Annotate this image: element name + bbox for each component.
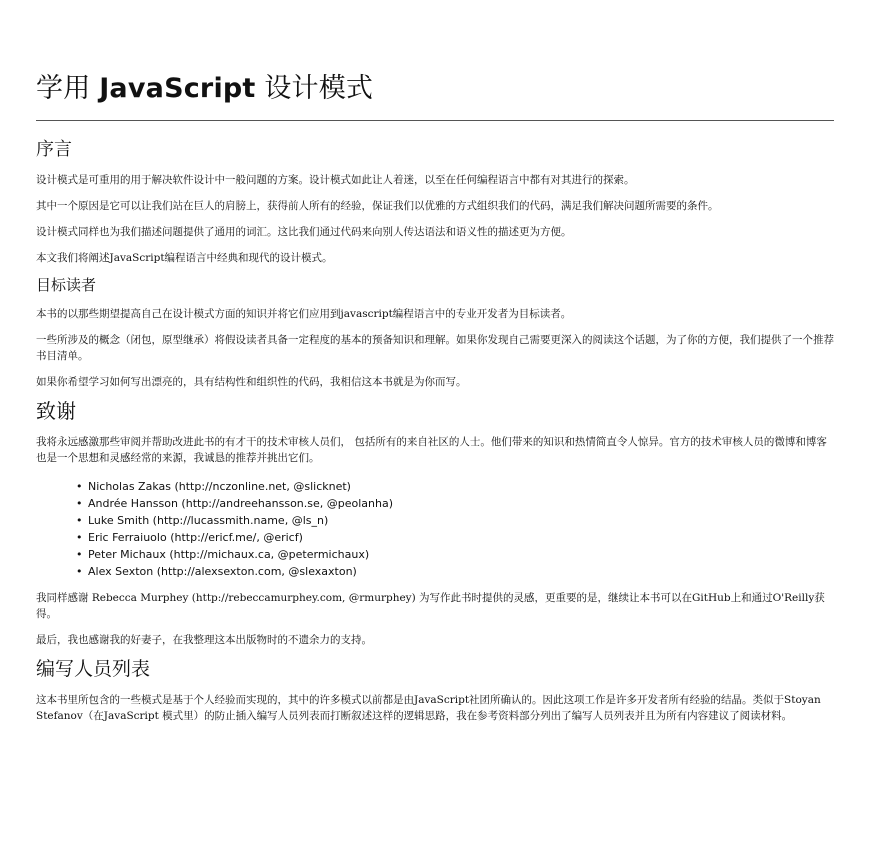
bullet-icon: • — [76, 565, 83, 578]
writers-list-section — [36, 656, 834, 724]
page-title — [36, 72, 834, 106]
acknowledgements-paragraph: 最后，我也感谢我的好妻子，在我整理这本出版物时的不遗余力的支持。 — [36, 634, 372, 646]
bullet-icon: • — [76, 480, 83, 493]
acknowledgements-paragraph: 我同样感谢 Rebecca Murphey (http://rebeccamurphey.com, @rmurphey) 为写作此书时提供的灵感，更重要的是，继续让本书可以在GitHub上和通过O'Reilly获得。 — [36, 592, 825, 620]
preface-paragraph: 设计模式同样也为我们描述问题提供了通用的词汇。这比我们通过代码来向别人传达语法和语义性的描述更为方便。 — [36, 226, 572, 238]
title-divider — [36, 120, 834, 121]
reviewer-name: Nicholas Zakas (http://nczonline.net, @slicknet) — [88, 480, 351, 493]
bullet-icon: • — [76, 514, 83, 527]
document-page — [36, 0, 834, 724]
reviewer-list-item — [76, 495, 834, 512]
target-readers-paragraph: 本书的以那些期望提高自己在设计模式方面的知识并将它们应用到javascript编程语言中的专业开发者为目标读者。 — [36, 308, 572, 320]
target-readers-paragraph: 如果你希望学习如何写出漂亮的，具有结构性和组织性的代码，我相信这本书就是为你而写。 — [36, 376, 467, 388]
preface-heading: 序言 — [36, 139, 72, 160]
reviewer-list-item — [76, 478, 834, 495]
acknowledgements-section — [36, 398, 834, 648]
preface-paragraph: 本文我们将阐述JavaScript编程语言中经典和现代的设计模式。 — [36, 252, 333, 264]
preface-paragraph: 其中一个原因是它可以让我们站在巨人的肩膀上，获得前人所有的经验，保证我们以优雅的方式组织我们的代码，满足我们解决问题所需要的条件。 — [36, 200, 719, 212]
preface-section — [36, 138, 834, 266]
acknowledgements-intro: 我将永远感激那些审阅并帮助改进此书的有才干的技术审核人员们， 包括所有的来自社区的人士。他们带来的知识和热情简直令人惊异。官方的技术审核人员的微博和博客也是一个思想和灵感经常的来源，我诚恳的推荐并挑出它们。 — [36, 436, 827, 464]
target-readers-heading: 目标读者 — [36, 276, 97, 294]
bullet-icon: • — [76, 548, 83, 561]
reviewer-list-item — [76, 512, 834, 529]
reviewer-name: Peter Michaux (http://michaux.ca, @petermichaux) — [88, 548, 370, 561]
preface-paragraph: 设计模式是可重用的用于解决软件设计中一般问题的方案。设计模式如此让人着迷，以至在任何编程语言中都有对其进行的探索。 — [36, 174, 635, 186]
reviewer-name: Andrée Hansson (http://andreehansson.se, @peolanha) — [88, 497, 394, 510]
page-title-javascript: JavaScript — [99, 73, 256, 104]
acknowledgements-heading: 致谢 — [36, 399, 76, 423]
writers-list-heading: 编写人员列表 — [36, 658, 151, 680]
reviewer-name: Alex Sexton (http://alexsexton.com, @slexaxton) — [88, 565, 357, 578]
target-readers-section — [36, 274, 834, 390]
page-title-suffix: 设计模式 — [255, 73, 374, 104]
reviewer-list — [36, 478, 834, 580]
reviewer-list-item — [76, 529, 834, 546]
bullet-icon: • — [76, 497, 83, 510]
reviewer-name: Eric Ferraiuolo (http://ericf.me/, @ericf) — [88, 531, 303, 544]
page-title-prefix: 学用 — [36, 73, 100, 104]
reviewer-list-item — [76, 546, 834, 563]
target-readers-paragraph: 一些所涉及的概念（闭包，原型继承）将假设读者具备一定程度的基本的预备知识和理解。如果你发现自己需要更深入的阅读这个话题，为了你的方便，我们提供了一个推荐书目清单。 — [36, 334, 834, 362]
bullet-icon: • — [76, 531, 83, 544]
reviewer-name: Luke Smith (http://lucassmith.name, @ls_n) — [88, 514, 329, 527]
writers-list-paragraph: 这本书里所包含的一些模式是基于个人经验而实现的，其中的许多模式以前都是由JavaScript社团所确认的。因此这项工作是许多开发者所有经验的结晶。类似于Stoyan Stefanov（在JavaScript 模式里）的防止插入编写人员列表而打断叙述这样的逻辑思路，我在参考资料部分列出了编写人员列表并且为所有内容建议了阅读材料。 — [36, 694, 821, 722]
reviewer-list-item — [76, 563, 834, 580]
